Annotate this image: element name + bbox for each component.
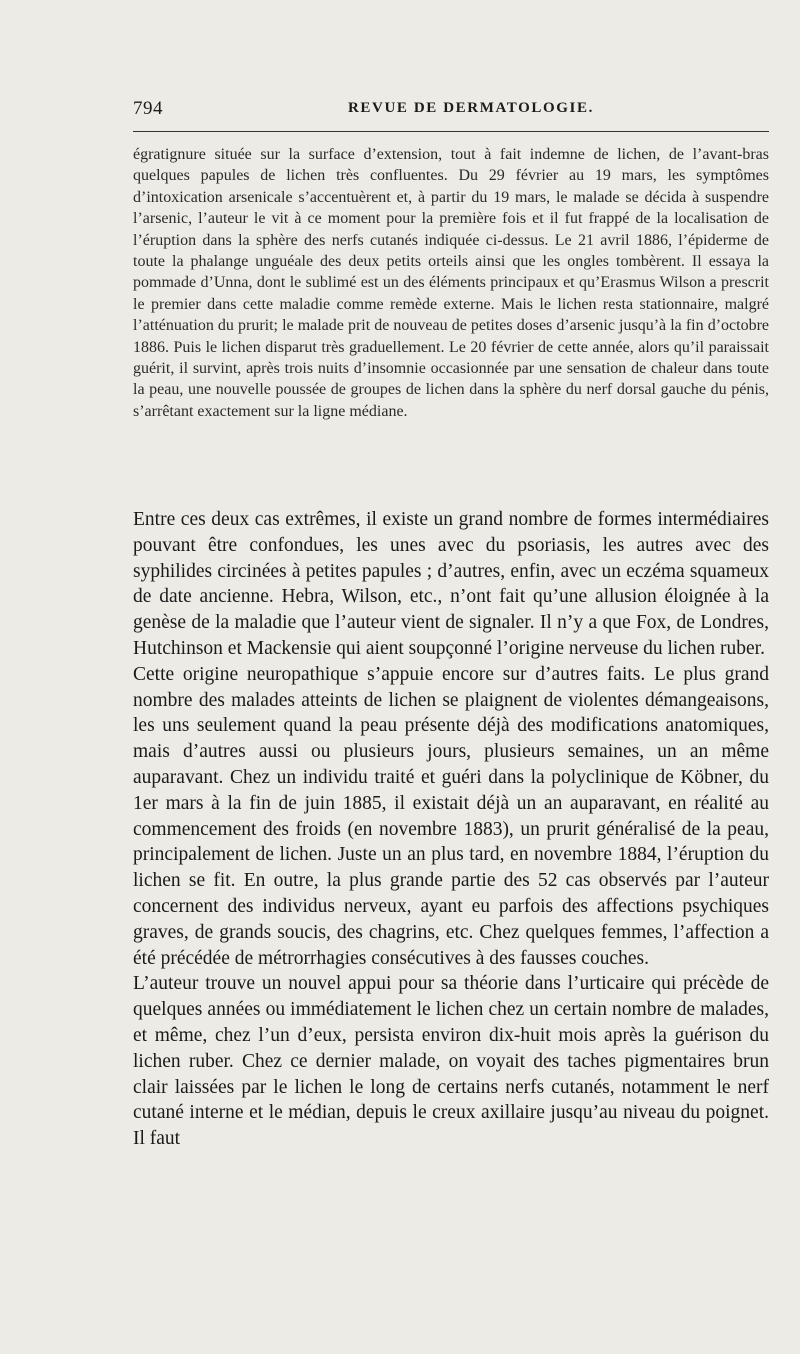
body-text [133,507,769,1152]
running-title: REVUE DE DERMATOLOGIE. [348,100,594,116]
case-report-paragraph: égratignure située sur la surface d’extension, tout à fait indemne de lichen, de l’avant-bras quelques papules de lichen très confluentes. Du 29 février au 19 mars, les symptômes d’intoxication arsenicale s’accentuèrent et, à partir du 19 mars, le malade se décida à suspendre l’arsenic, l’auteur le vit à ce moment pour la première fois et il fut frappé de la localisation de l’éruption dans la sphère des nerfs cutanés indiquée ci-dessus. Le 21 avril 1886, l’épiderme de toute la phalange unguéale des deux petits orteils ainsi que les ongles tombèrent. Il essaya la pommade d’Unna, dont le sublimé est un des éléments principaux et qu’Erasmus Wilson a prescrit le premier dans cette maladie comme remède externe. Mais le lichen resta stationnaire, malgré l’atténuation du prurit; le malade prit de nouveau de petites doses d’arsenic jusqu’à la fin d’octobre 1886. Puis le lichen disparut très graduellement. Le 20 février de cette année, alors qu’il paraissait guérit, il survint, après trois nuits d’insomnie occasionnée par une sensation de chaleur dans toute la peau, une nouvelle poussée de groupes de lichen dans la sphère du nerf dorsal gauche du pénis, s’arrêtant exactement sur la ligne médiane. [133,146,769,420]
body-paragraph-1: Entre ces deux cas extrêmes, il existe un grand nombre de formes intermédiaires pouvant être confondues, les unes avec du psoriasis, les autres avec des syphilides circinées à petites papules ; d’autres, enfin, avec un eczéma squameux de date ancienne. Hebra, Wilson, etc., n’ont fait qu’une allusion éloignée à la genèse de la maladie que l’auteur vient de signaler. Il n’y a que Fox, de Londres, Hutchinson et Mackensie qui aient soupçonné l’origine nerveuse du lichen ruber. [133,509,769,659]
header-rule [133,131,769,132]
case-report-text [133,144,769,422]
page-number: 794 [133,98,163,119]
page-header [133,98,769,120]
body-paragraph-2: Cette origine neuropathique s’appuie encore sur d’autres faits. Le plus grand nombre des malades atteints de lichen se plaignent de violentes démangeaisons, les uns seulement quand la peau présente déjà des modifications anatomiques, mais d’autres aussi ou plusieurs jours, plusieurs semaines, un an même auparavant. Chez un individu traité et guéri dans la polyclinique de Köbner, du 1er mars à la fin de juin 1885, il existait déjà un an auparavant, en réalité au commencement des froids (en novembre 1883), un prurit généralisé de la peau, principalement de lichen. Juste un an plus tard, en novembre 1884, l’éruption du lichen se fit. En outre, la plus grande partie des 52 cas observés par l’auteur concernent des individus nerveux, ayant eu parfois des affections psychiques graves, de grands soucis, des chagrins, etc. Chez quelques femmes, l’affection a été précédée de métrorrhagies consécutives à des fausses couches. [133,663,769,969]
body-paragraph-3: L’auteur trouve un nouvel appui pour sa théorie dans l’urticaire qui précède de quelques années ou immédiatement le lichen chez un certain nombre de malades, et même, chez l’un d’eux, persista environ dix-huit mois après la guérison du lichen ruber. Chez ce dernier malade, on voyait des taches pigmentaires brun clair laissées par le lichen le long de certains nerfs cutanés, notamment le nerf cutané interne et le médian, depuis le creux axillaire jusqu’au niveau du poignet. Il faut [133,973,769,1150]
